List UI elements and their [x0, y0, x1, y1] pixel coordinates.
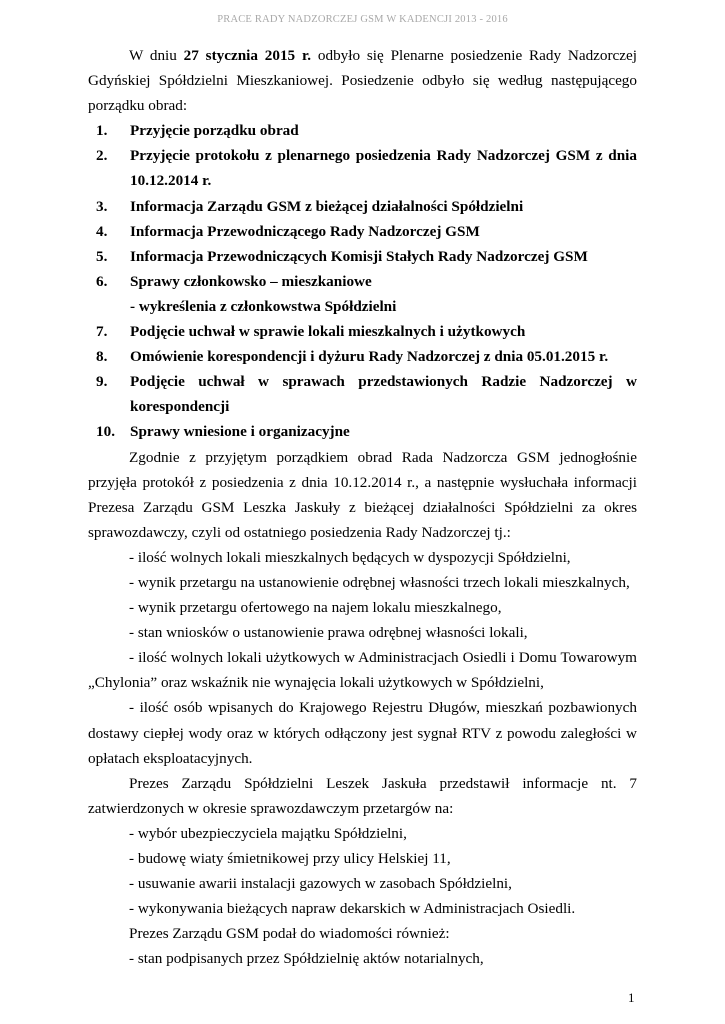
list-item: - ilość wolnych lokali użytkowych w Administracjach Osiedli i Domu Towarowym „Chylonia” oraz wskaźnik nie wynajęcia lokali użytkowych w Spółdzielni,: [88, 649, 637, 692]
page-number: 1: [628, 990, 635, 1005]
agenda-item: 4. Informacja Przewodniczącego Rady Nadzorczej GSM: [96, 222, 480, 240]
list-item: - wynik przetargu na ustanowienie odrębnej własności trzech lokali mieszkalnych,: [129, 573, 630, 591]
list-item: - wybór ubezpieczyciela majątku Spółdzielni,: [129, 824, 407, 842]
info-list: [88, 545, 637, 771]
agenda-item: 3. Informacja Zarządu GSM z bieżącej działalności Spółdzielni: [96, 197, 524, 215]
notice-list: [88, 946, 637, 971]
agenda-item: 5. Informacja Przewodniczących Komisji Stałych Rady Nadzorczej GSM: [96, 247, 588, 265]
paragraph-board-info: Zgodnie z przyjętym porządkiem obrad Rada Nadzorcza GSM jednogłośnie przyjęła protokół z posiedzenia z dnia 10.12.2014 r., a następnie wysłuchała informacji Prezesa Zarządu GSM Leszka Jaskuły z bieżącej działalności Spółdzielni za okres sprawozdawczy, czyli od ostatniego posiedzenia Rady Nadzorczej tj.:: [88, 448, 637, 541]
agenda-item: 1. Przyjęcie porządku obrad: [96, 122, 299, 140]
list-item: - stan podpisanych przez Spółdzielnię aktów notarialnych,: [129, 950, 484, 968]
agenda-item: 2. Przyjęcie protokołu z plenarnego posiedzenia Rady Nadzorczej GSM z dnia 10.12.2014 r.: [96, 147, 637, 190]
paragraph-notice: Prezes Zarządu GSM podał do wiadomości również:: [129, 925, 450, 943]
agenda-subitem: - wykreślenia z członkowstwa Spółdzielni: [130, 297, 397, 315]
list-item: - wykonywania bieżących napraw dekarskich w Administracjach Osiedli.: [129, 900, 576, 918]
list-item: - ilość wolnych lokali mieszkalnych będących w dyspozycji Spółdzielni,: [129, 548, 571, 566]
agenda-item: 8. Omówienie korespondencji i dyżuru Rady Nadzorczej z dnia 05.01.2015 r.: [96, 348, 609, 366]
agenda-item: 10. Sprawy wniesione i organizacyjne: [96, 423, 350, 441]
document-body: [88, 43, 637, 971]
agenda-item: 7. Podjęcie uchwał w sprawie lokali mieszkalnych i użytkowych: [96, 323, 526, 341]
list-item: - usuwanie awarii instalacji gazowych w zasobach Spółdzielni,: [129, 875, 512, 893]
paragraph-tenders: Prezes Zarządu Spółdzielni Leszek Jaskuła przedstawił informacje nt. 7 zatwierdzonych w okresie sprawozdawczym przetargów na:: [88, 774, 637, 817]
agenda-item: 6. Sprawy członkowsko – mieszkaniowe: [96, 272, 372, 290]
agenda-item: 9. Podjęcie uchwał w sprawach przedstawionych Radzie Nadzorczej w korespondencji: [96, 373, 637, 416]
list-item: - stan wniosków o ustanowienie prawa odrębnej własności lokali,: [129, 624, 528, 642]
list-item: - wynik przetargu ofertowego na najem lokalu mieszkalnego,: [129, 599, 502, 617]
agenda-list: [88, 118, 637, 444]
page-header: PRACE RADY NADZORCZEJ GSM W KADENCJI 2013 - 2016: [217, 14, 508, 25]
list-item: - ilość osób wpisanych do Krajowego Rejestru Długów, mieszkań pozbawionych dostawy ciepłej wody oraz w których odłączony jest sygnał RTV z powodu zaległości w opłatach eksploatacyjnych.: [88, 699, 637, 767]
intro-pre: W dniu: [129, 47, 184, 64]
intro-paragraph: [88, 43, 637, 118]
tenders-list: [88, 821, 637, 921]
list-item: - budowę wiaty śmietnikowej przy ulicy Helskiej 11,: [129, 850, 451, 867]
intro-post: odbyło się Plenarne posiedzenie Rady Nadzorczej Gdyńskiej Spółdzielni Mieszkaniowej. Posiedzenie odbyło się według następującego porządku obrad:: [88, 47, 637, 115]
meeting-date: 27 stycznia 2015 r.: [183, 47, 312, 64]
